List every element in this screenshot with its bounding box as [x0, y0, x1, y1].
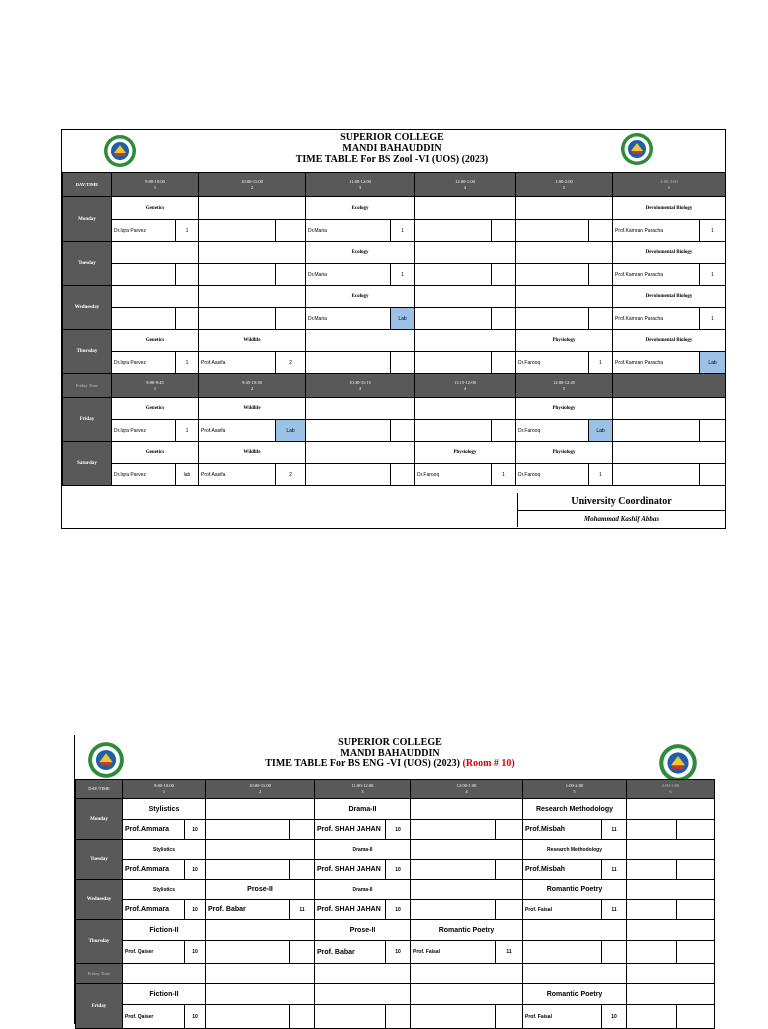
room-cell: 10	[386, 860, 411, 880]
subject-cell: Wildlife	[199, 442, 306, 464]
room-cell: 1	[176, 420, 199, 442]
subject-cell: Stylistics	[123, 840, 206, 860]
fri-slot-4-header: 11:15-12:00 4	[415, 374, 516, 398]
subject-cell: Drama-II	[315, 840, 411, 860]
day-time-header: DAY/TIME	[76, 780, 123, 799]
room-cell: 2	[276, 352, 306, 374]
college-name: SUPERIOR COLLEGE	[340, 132, 444, 143]
friday-time-header: Friday Time	[76, 964, 123, 984]
room-cell: 10	[386, 820, 411, 840]
coordinator-label: University Coordinator	[518, 493, 725, 511]
subject-cell: Research Methodology	[523, 840, 627, 860]
teacher-cell: Prof.Aasifa	[199, 420, 276, 442]
college-logo-right	[620, 132, 654, 171]
teacher-cell: Prof. Faisal	[411, 941, 496, 964]
teacher-cell: Prof. Babar	[315, 941, 386, 964]
teacher-cell: Prof.Ammara	[123, 860, 185, 880]
room-cell: 1	[391, 220, 415, 242]
subject-cell: Genetics	[112, 398, 199, 420]
day-wednesday: Wednesday	[76, 880, 123, 920]
teacher-cell: Prof. Babar	[206, 900, 290, 920]
day-wednesday: Wednesday	[63, 286, 112, 330]
slot-6-header: 2:00-3:00 6	[613, 173, 726, 197]
college-logo-left	[103, 134, 137, 173]
room-cell: 10	[386, 900, 411, 920]
teacher-cell: Prof. SHAH JAHAN	[315, 900, 386, 920]
teacher-cell: Prof.Misbah	[523, 820, 602, 840]
room-cell: 1	[700, 220, 726, 242]
subject-cell: Romantic Poetry	[523, 880, 627, 900]
timetable-title: TIME TABLE For BS Zool -VI (UOS) (2023)	[295, 154, 489, 165]
teacher-cell: Prof.Kamran Paracha	[613, 220, 700, 242]
room-cell: 11	[602, 860, 627, 880]
teacher-cell: Prof. SHAH JAHAN	[315, 860, 386, 880]
room-cell: 11	[602, 900, 627, 920]
subject-cell: Genetics	[112, 197, 199, 220]
subject-cell: Stylistics	[123, 880, 206, 900]
campus-name: MANDI BAHAUDDIN	[340, 747, 440, 759]
teacher-cell: Dr.Iqra Parvez	[112, 464, 176, 486]
slot-3-header: 11:00-12:00 3	[306, 173, 415, 197]
teacher-cell: Dr.Farooq	[516, 464, 589, 486]
room-cell: 1	[700, 264, 726, 286]
slot-6-header: 2:00-3:00 6	[627, 780, 715, 799]
subject-cell: Wildlife	[199, 330, 306, 352]
subject-cell: Physiology	[516, 330, 613, 352]
subject-cell: Stylistics	[123, 799, 206, 820]
room-cell-lab: Lab	[276, 420, 306, 442]
room-cell: lab	[176, 464, 199, 486]
slot-2-header: 10:00-11:00 2	[199, 173, 306, 197]
subject-cell: Wildlife	[199, 398, 306, 420]
room-cell: 10	[185, 900, 206, 920]
room-cell: 1	[176, 352, 199, 374]
subject-cell: Romantic Poetry	[523, 984, 627, 1005]
day-tuesday: Tuesday	[63, 242, 112, 286]
fri-slot-1-header: 9:00-9:45 1	[112, 374, 199, 398]
friday-time-header: Friday Time	[63, 374, 112, 398]
teacher-cell: Prof.Misbah	[523, 860, 602, 880]
teacher-cell: Dr.Iqra Parvez	[112, 352, 176, 374]
teacher-cell: Prof. Qaiser	[123, 941, 185, 964]
subject-cell: Prose-II	[206, 880, 315, 900]
teacher-cell: Dr.Farooq	[516, 420, 589, 442]
room-cell: 2	[276, 464, 306, 486]
teacher-cell: Dr.Iqra Parvez	[112, 420, 176, 442]
slot-4-header: 12:00-1:00 4	[415, 173, 516, 197]
room-cell: 10	[185, 860, 206, 880]
day-monday: Monday	[63, 197, 112, 242]
subject-cell: Devolomental Biology	[613, 286, 726, 308]
slot-2-header: 10:00-11:00 2	[206, 780, 315, 799]
teacher-cell: Prof. Faisal	[523, 1005, 602, 1029]
room-cell: 11	[602, 820, 627, 840]
room-cell: 1	[589, 352, 613, 374]
fri-slot-3-header: 10:30-11:15 3	[306, 374, 415, 398]
subject-cell: Fiction-II	[123, 984, 206, 1005]
teacher-cell: Prof.Ammara	[123, 900, 185, 920]
campus-name: MANDI BAHAUDDIN	[342, 143, 442, 154]
day-tuesday: Tuesday	[76, 840, 123, 880]
subject-cell: Devolomental Biology	[613, 197, 726, 220]
subject-cell: Genetics	[112, 330, 199, 352]
college-logo-left	[87, 741, 125, 784]
room-cell: 1	[176, 220, 199, 242]
zool-timetable	[61, 129, 726, 529]
teacher-cell: Prof. Qaiser	[123, 1005, 185, 1029]
room-cell-lab: Lab	[700, 352, 726, 374]
subject-cell: Drama-II	[315, 880, 411, 900]
room-cell: 10	[386, 941, 411, 964]
room-cell: 10	[602, 1005, 627, 1029]
slot-5-header: 1:00-2:00 5	[523, 780, 627, 799]
subject-cell: Drama-II	[315, 799, 411, 820]
teacher-cell: Prof.Aasifa	[199, 464, 276, 486]
teacher-cell: Prof.Kamran Paracha	[613, 264, 700, 286]
slot-5-header: 1:00-2:00 5	[516, 173, 613, 197]
room-cell-lab: Lab	[589, 420, 613, 442]
day-monday: Monday	[76, 799, 123, 840]
subject-cell: Physiology	[516, 398, 613, 420]
teacher-cell: Prof.Ammara	[123, 820, 185, 840]
subject-cell: Genetics	[112, 442, 199, 464]
slot-4-header: 12:00-1:00 4	[411, 780, 523, 799]
coordinator-block	[517, 493, 725, 527]
room-cell: 1	[589, 464, 613, 486]
room-cell: 10	[185, 820, 206, 840]
room-cell: 1	[492, 464, 516, 486]
subject-cell: Ecology	[306, 286, 415, 308]
teacher-cell: Dr.Maria	[306, 308, 391, 330]
room-cell: 11	[290, 900, 315, 920]
day-friday: Friday	[63, 398, 112, 442]
slot-3-header: 11:00-12:00 3	[315, 780, 411, 799]
college-name: SUPERIOR COLLEGE	[338, 737, 442, 748]
day-thursday: Thursday	[76, 920, 123, 964]
subject-cell: Prose-II	[315, 920, 411, 941]
teacher-cell: Dr.Farooq	[516, 352, 589, 374]
room-cell: 11	[496, 941, 523, 964]
eng-heading	[225, 738, 555, 770]
subject-cell: Devolomental Biology	[613, 242, 726, 264]
zool-schedule-table	[62, 172, 726, 486]
teacher-cell: Dr.Maria	[306, 220, 391, 242]
day-saturday: Saturday	[63, 442, 112, 486]
fri-slot-2-header: 9:45-10:30 2	[199, 374, 306, 398]
teacher-cell: Prof. Faisal	[523, 900, 602, 920]
teacher-cell: Dr.Iqra Parvez	[112, 220, 176, 242]
teacher-cell: Prof.Kamran Paracha	[613, 352, 700, 374]
eng-schedule-table	[75, 779, 715, 1029]
subject-cell: Devolomental Biology	[613, 330, 726, 352]
subject-cell: Physiology	[516, 442, 613, 464]
zool-heading	[212, 132, 572, 165]
slot-1-header: 9:00-10:00 1	[123, 780, 206, 799]
room-cell: 1	[700, 308, 726, 330]
day-thursday: Thursday	[63, 330, 112, 374]
subject-cell: Romantic Poetry	[411, 920, 523, 941]
room-note: (Room # 10)	[462, 758, 515, 769]
teacher-cell: Prof.Aasifa	[199, 352, 276, 374]
subject-cell: Ecology	[306, 197, 415, 220]
eng-timetable	[74, 735, 714, 1024]
slot-1-header: 9:00-10:00 1	[112, 173, 199, 197]
coordinator-name: Mohammad Kashif Abbas	[583, 515, 660, 523]
subject-cell: Fiction-II	[123, 920, 206, 941]
teacher-cell: Dr.Maria	[306, 264, 391, 286]
room-cell-lab: Lab	[391, 308, 415, 330]
day-friday: Friday	[76, 984, 123, 1029]
subject-cell: Research Methodology	[523, 799, 627, 820]
timetable-title: TIME TABLE For BS ENG -VI (UOS) (2023) (Room # 10)	[265, 758, 515, 769]
room-cell: 1	[391, 264, 415, 286]
day-time-header: DAY/TIME	[63, 173, 112, 197]
teacher-cell: Dr.Farooq	[415, 464, 492, 486]
subject-cell: Physiology	[415, 442, 516, 464]
room-cell: 10	[185, 1005, 206, 1029]
teacher-cell: Prof.Kamran Paracha	[613, 308, 700, 330]
room-cell: 10	[185, 941, 206, 964]
subject-cell: Ecology	[306, 242, 415, 264]
teacher-cell: Prof. SHAH JAHAN	[315, 820, 386, 840]
fri-slot-5-header: 12:00-12:45 5	[516, 374, 613, 398]
